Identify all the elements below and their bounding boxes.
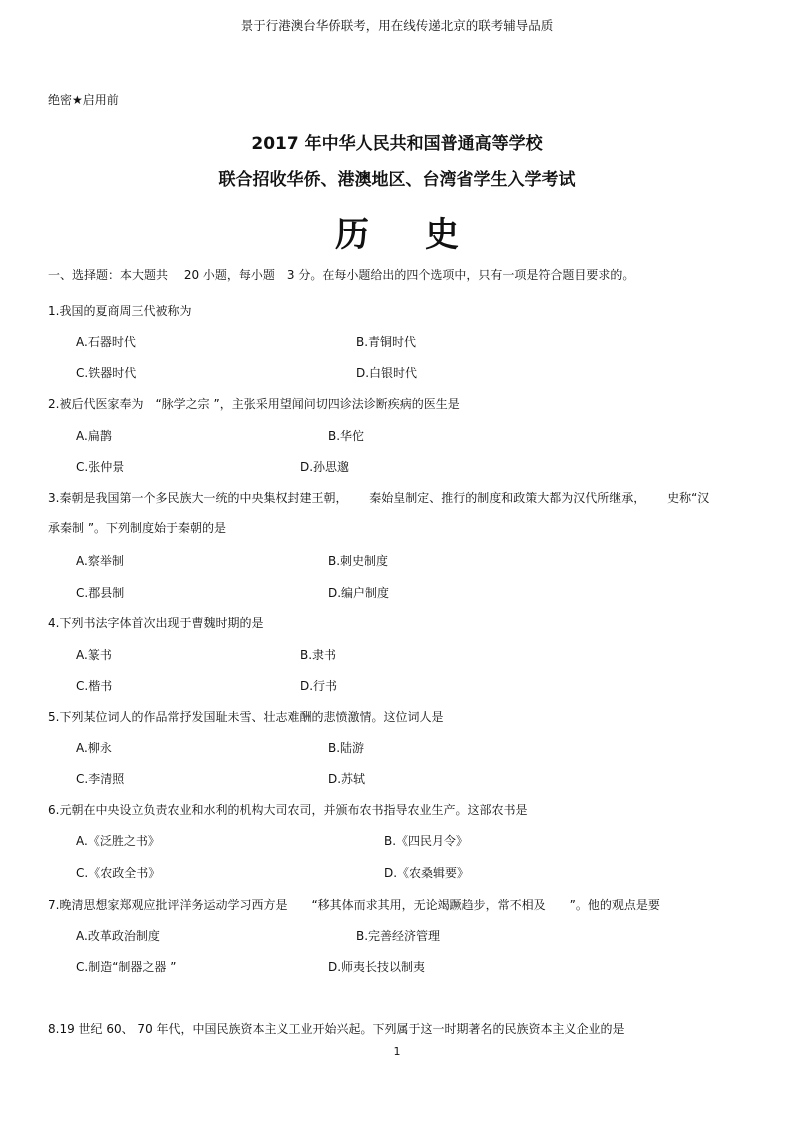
question-2-option-a: A.扁鹊 bbox=[76, 429, 112, 443]
question-1-option-c: C.铁器时代 bbox=[76, 366, 137, 380]
question-6-option-b: B.《四民月令》 bbox=[384, 834, 469, 848]
question-5-option-c: C.李清照 bbox=[76, 772, 125, 786]
question-4-option-d: D.行书 bbox=[300, 679, 338, 693]
question-5-stem: 5.下列某位词人的作品常抒发国耻未雪、壮志难酬的悲愤激情。这位词人是 bbox=[48, 710, 444, 724]
question-4-option-a: A.篆书 bbox=[76, 648, 112, 662]
question-7-option-b: B.完善经济管理 bbox=[356, 929, 441, 943]
question-7-option-d: D.师夷长技以制夷 bbox=[328, 960, 426, 974]
question-6-option-a: A.《泛胜之书》 bbox=[76, 834, 160, 848]
section-instructions: 一、选择题：本大题共 20 小题，每小题 3 分。在每小题给出的四个选项中，只有一项是符合题目要求的。 bbox=[48, 268, 635, 282]
question-7-stem: 7.晚清思想家郑观应批评洋务运动学习西方是 “移其体而求其用，无论竭蹶趋步，常不相及 ”。他的观点是要 bbox=[48, 898, 660, 912]
exam-title-line1: 2017 年中华人民共和国普通高等学校 bbox=[251, 134, 543, 154]
question-2-option-d: D.孙思邈 bbox=[300, 460, 350, 474]
question-1-option-a: A.石器时代 bbox=[76, 335, 136, 349]
question-5-option-a: A.柳永 bbox=[76, 741, 112, 755]
question-5-option-b: B.陆游 bbox=[328, 741, 365, 755]
confidential-label: 绝密★启用前 bbox=[48, 93, 119, 107]
page-header-note: 景于行港澳台华侨联考，用在线传递北京的联考辅导品质 bbox=[240, 18, 554, 33]
question-1-option-d: D.白银时代 bbox=[356, 366, 418, 380]
question-3-option-c: C.郡县制 bbox=[76, 586, 125, 600]
exam-title-line2: 联合招收华侨、港澳地区、台湾省学生入学考试 bbox=[218, 170, 576, 190]
question-4-stem: 4.下列书法字体首次出现于曹魏时期的是 bbox=[48, 616, 264, 630]
question-6-stem: 6.元朝在中央设立负责农业和水利的机构大司农司，并颁布农书指导农业生产。这部农书是 bbox=[48, 803, 528, 817]
question-1-option-b: B.青铜时代 bbox=[356, 335, 417, 349]
question-1-stem: 1.我国的夏商周三代被称为 bbox=[48, 304, 192, 318]
question-2-option-c: C.张仲景 bbox=[76, 460, 125, 474]
question-3-stem-continued: 承秦制 ”。下列制度始于秦朝的是 bbox=[48, 521, 227, 535]
question-7-option-c: C.制造“制器之器 ” bbox=[76, 960, 177, 974]
question-6-option-c: C.《农政全书》 bbox=[76, 866, 161, 880]
question-3-option-a: A.察举制 bbox=[76, 554, 124, 568]
question-4-option-b: B.隶书 bbox=[300, 648, 337, 662]
question-3-option-b: B.刺史制度 bbox=[328, 554, 389, 568]
question-5-option-d: D.苏轼 bbox=[328, 772, 366, 786]
question-2-stem: 2.被后代医家奉为 “脉学之宗 ”，主张采用望闻问切四诊法诊断疾病的医生是 bbox=[48, 397, 460, 411]
question-2-option-b: B.华佗 bbox=[328, 429, 365, 443]
question-4-option-c: C.楷书 bbox=[76, 679, 113, 693]
question-3-stem: 3.秦朝是我国第一个多民族大一统的中央集权封建王朝， 秦始皇制定、推行的制度和政策大都为汉代所继承， 史称“汉 bbox=[48, 491, 710, 505]
subject-title: 历史 bbox=[335, 215, 515, 255]
page-number: 1 bbox=[393, 1045, 401, 1058]
question-8-stem: 8.19 世纪 60、 70 年代，中国民族资本主义工业开始兴起。下列属于这一时期著名的民族资本主义企业的是 bbox=[48, 1022, 625, 1036]
question-7-option-a: A.改革政治制度 bbox=[76, 929, 160, 943]
question-3-option-d: D.编户制度 bbox=[328, 586, 390, 600]
question-6-option-d: D.《农桑辑要》 bbox=[384, 866, 470, 880]
